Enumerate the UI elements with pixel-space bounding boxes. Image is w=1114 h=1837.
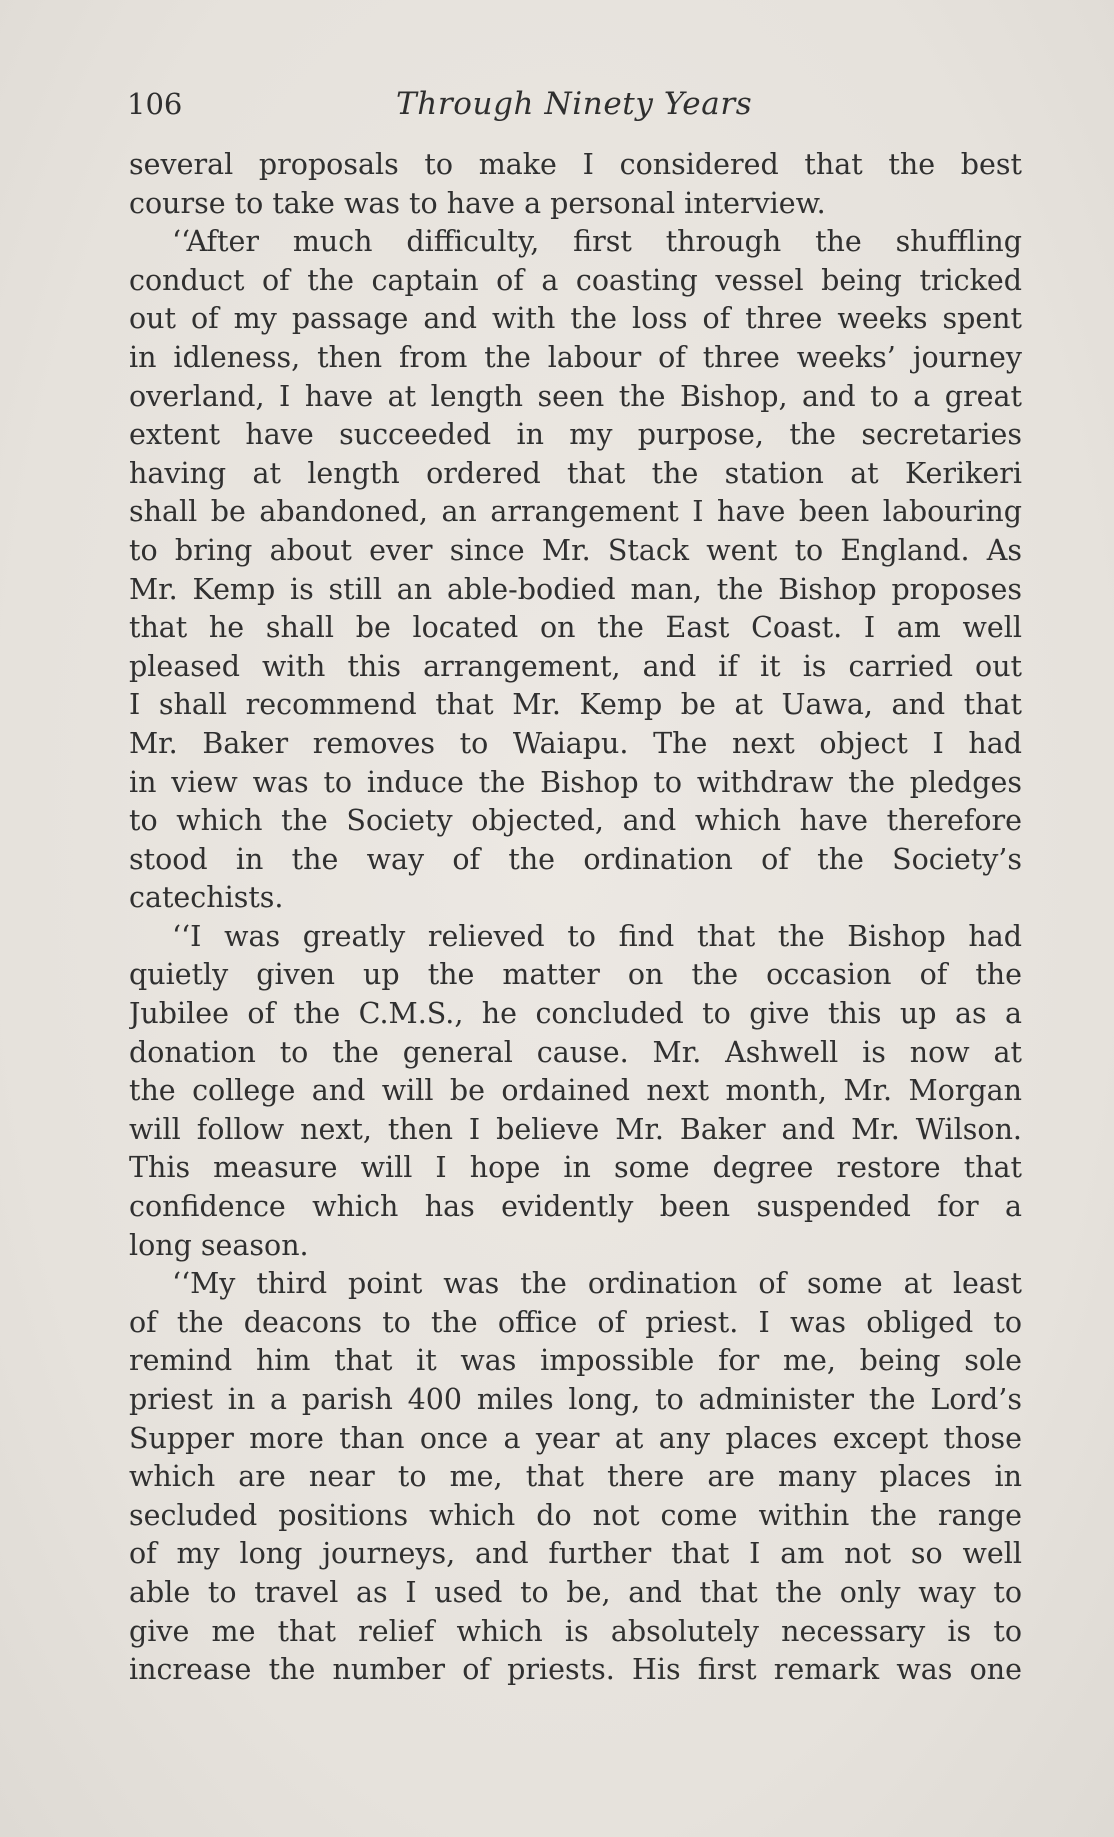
body-text bbox=[129, 146, 1022, 1690]
text-line: several proposals to make I considered that the best bbox=[129, 148, 1022, 181]
text-line: pleased with this arrangement, and if it is carried out bbox=[129, 649, 1022, 683]
running-head bbox=[127, 82, 1019, 126]
text-line: I shall recommend that Mr. Kemp be at Uawa, and that bbox=[129, 688, 1022, 722]
text-line: stood in the way of the ordination of the Society’s bbox=[129, 842, 1022, 876]
text-line: able to travel as I used to be, and that the only way to bbox=[129, 1575, 1022, 1609]
text-line: Supper more than once a year at any places except those bbox=[129, 1421, 1022, 1455]
text-line: This measure will I hope in some degree restore that bbox=[129, 1151, 1022, 1185]
text-line: Jubilee of the C.M.S., he concluded to give this up as a bbox=[129, 997, 1022, 1031]
text-line: Mr. Kemp is still an able-bodied man, the Bishop proposes bbox=[129, 572, 1022, 606]
book-title: Through Ninety Years bbox=[396, 86, 753, 122]
text-line: increase the number of priests. His first remark was one bbox=[129, 1653, 1022, 1687]
text-line: in view was to induce the Bishop to withdraw the pledges bbox=[129, 765, 1022, 799]
text-line: remind him that it was impossible for me, being sole bbox=[129, 1344, 1022, 1378]
text-line: confidence which has evidently been suspended for a bbox=[129, 1190, 1022, 1224]
text-line: which are near to me, that there are many places in bbox=[129, 1460, 1022, 1494]
text-line: long season. bbox=[129, 1228, 309, 1262]
text-line: of my long journeys, and further that I am not so well bbox=[129, 1537, 1022, 1571]
text-line: in idleness, then from the labour of three weeks’ journey bbox=[129, 340, 1022, 374]
text-line: Mr. Baker removes to Waiapu. The next object I had bbox=[129, 726, 1022, 760]
text-line: priest in a parish 400 miles long, to administer the Lord’s bbox=[129, 1383, 1022, 1416]
text-line: of the deacons to the office of priest. I was obliged to bbox=[129, 1305, 1022, 1339]
text-line: to bring about ever since Mr. Stack went to England. As bbox=[129, 533, 1022, 567]
text-line: course to take was to have a personal interview. bbox=[129, 186, 826, 220]
text-line: to which the Society objected, and which have therefore bbox=[129, 804, 1022, 838]
text-line: ‘‘After much difficulty, first through the shuffling bbox=[172, 225, 1022, 259]
page-number: 106 bbox=[127, 87, 183, 121]
text-line: out of my passage and with the loss of three weeks spent bbox=[129, 302, 1022, 336]
text-line: give me that relief which is absolutely necessary is to bbox=[129, 1614, 1022, 1648]
text-line: ‘‘My third point was the ordination of some at least bbox=[172, 1267, 1022, 1301]
text-line: ‘‘I was greatly relieved to find that the Bishop had bbox=[172, 919, 1022, 953]
text-line: the college and will be ordained next month, Mr. Morgan bbox=[129, 1074, 1022, 1108]
text-line: shall be abandoned, an arrangement I have been labouring bbox=[129, 495, 1022, 529]
text-line: having at length ordered that the station at Kerikeri bbox=[129, 456, 1022, 490]
text-line: extent have succeeded in my purpose, the secretaries bbox=[129, 418, 1022, 452]
text-line: that he shall be located on the East Coast. I am well bbox=[129, 611, 1022, 645]
text-line: conduct of the captain of a coasting vessel being tricked bbox=[129, 263, 1022, 297]
text-line: overland, I have at length seen the Bishop, and to a great bbox=[129, 379, 1022, 413]
text-line: quietly given up the matter on the occasion of the bbox=[129, 958, 1022, 992]
text-line: donation to the general cause. Mr. Ashwell is now at bbox=[129, 1035, 1022, 1069]
text-line: catechists. bbox=[129, 881, 284, 915]
text-line: secluded positions which do not come within the range bbox=[129, 1498, 1022, 1532]
text-line: will follow next, then I believe Mr. Baker and Mr. Wilson. bbox=[129, 1112, 1022, 1146]
